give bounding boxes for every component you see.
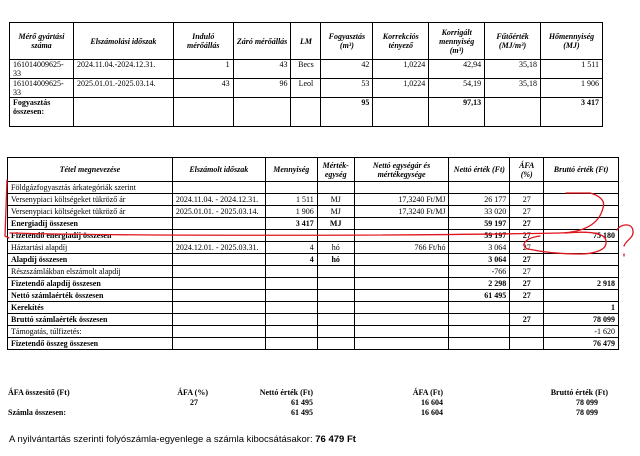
item-unit-price — [354, 290, 449, 302]
item-name: Fizetendő összeg összesen — [8, 338, 173, 350]
item-period: 2024.11.04. - 2024.12.31. — [172, 194, 265, 206]
meter-reading-table — [9, 22, 603, 127]
meter-row — [10, 79, 603, 98]
item-name: Energiadíj összesen — [8, 218, 173, 230]
meter-header: Induló mérőállás — [173, 23, 233, 60]
item-vat-rate: 27 — [510, 314, 544, 326]
meter-consumption: 42 — [321, 60, 373, 79]
item-unit-price — [354, 266, 449, 278]
item-gross — [544, 182, 619, 194]
item-vat-rate: 27 — [510, 278, 544, 290]
item-unit-price: 17,3240 Ft/MJ — [354, 194, 449, 206]
item-unit-price — [354, 230, 449, 242]
item-quantity — [265, 266, 317, 278]
meter-heat: 1 511 — [540, 60, 602, 79]
item-net: 61 495 — [449, 290, 510, 302]
item-name: Nettó számlaérték összesen — [8, 290, 173, 302]
meter-start: 1 — [173, 60, 233, 79]
item-quantity — [265, 290, 317, 302]
meter-total-row — [10, 98, 603, 127]
item-gross — [544, 218, 619, 230]
item-unit: hó — [317, 254, 354, 266]
meter-header: Mérő gyártási száma — [10, 23, 74, 60]
item-row — [8, 314, 619, 326]
items-header: Mérték-egység — [317, 158, 354, 182]
item-vat-rate: 27 — [510, 230, 544, 242]
item-unit-price — [354, 182, 449, 194]
vat-total-vat: 16 604 — [421, 408, 443, 417]
item-net: 26 177 — [449, 194, 510, 206]
item-unit-price — [354, 254, 449, 266]
item-unit-price: 17,3240 Ft/MJ — [354, 206, 449, 218]
item-vat-rate: 27 — [510, 194, 544, 206]
item-vat-rate: 27 — [510, 290, 544, 302]
item-unit-price — [354, 338, 449, 350]
invoice-items-table — [7, 157, 619, 350]
item-unit-price: 766 Ft/hó — [354, 242, 449, 254]
meter-corrected: 42,94 — [429, 60, 485, 79]
item-vat-rate — [510, 302, 544, 314]
item-gross — [544, 290, 619, 302]
vat-total-gross: 78 099 — [576, 408, 598, 417]
item-gross: 75 180 — [544, 230, 619, 242]
item-row — [8, 290, 619, 302]
item-net: 3 064 — [449, 254, 510, 266]
item-quantity: 1 511 — [265, 194, 317, 206]
item-unit-price — [354, 302, 449, 314]
item-quantity: 4 — [265, 242, 317, 254]
meter-header: Elszámolási időszak — [73, 23, 173, 60]
meter-header: Hőmennyiség (MJ) — [540, 23, 602, 60]
item-quantity: 1 906 — [265, 206, 317, 218]
item-unit: MJ — [317, 194, 354, 206]
vat-col-net: Nettó érték (Ft) — [259, 388, 313, 397]
meter-header: Fűtőérték (MJ/m³) — [485, 23, 541, 60]
item-unit — [317, 278, 354, 290]
item-gross: 78 099 — [544, 314, 619, 326]
item-unit: MJ — [317, 206, 354, 218]
item-unit — [317, 326, 354, 338]
item-gross — [544, 194, 619, 206]
item-unit — [317, 266, 354, 278]
meter-calorific: 35,18 — [485, 60, 541, 79]
items-header: Nettó érték (Ft) — [449, 158, 510, 182]
item-quantity — [265, 182, 317, 194]
meter-consumption: 53 — [321, 79, 373, 98]
vat-col-rate: ÁFA (%) — [177, 388, 208, 397]
meter-period: 2024.11.04.-2024.12.31. — [73, 60, 173, 79]
item-period — [172, 218, 265, 230]
item-gross — [544, 242, 619, 254]
vat-row — [8, 398, 608, 408]
item-quantity: 4 — [265, 254, 317, 266]
meter-total-corrected: 97,13 — [429, 98, 485, 127]
meter-header: Fogyasztás (m³) — [321, 23, 373, 60]
item-unit — [317, 302, 354, 314]
question-mark — [617, 225, 633, 246]
meter-start: 43 — [173, 79, 233, 98]
footer-text: A nyilvántartás szerinti folyószámla-egyenlege a számla kibocsátásakor: — [9, 434, 313, 445]
vat-header-row — [8, 388, 608, 398]
item-net: -766 — [449, 266, 510, 278]
meter-lm: Becs — [291, 60, 321, 79]
item-name: Fizetendő alapdíj összesen — [8, 278, 173, 290]
item-vat-rate — [510, 182, 544, 194]
item-row — [8, 254, 619, 266]
item-row — [8, 194, 619, 206]
item-quantity — [265, 338, 317, 350]
item-unit-price — [354, 326, 449, 338]
item-row — [8, 278, 619, 290]
item-period — [172, 314, 265, 326]
item-name: Földgázfogyasztás árkategóriák szerint — [8, 182, 173, 194]
meter-total-label: Fogyasztás összesen: — [10, 98, 74, 127]
item-quantity — [265, 326, 317, 338]
vat-total-net: 61 495 — [291, 408, 313, 417]
vat-net: 61 495 — [291, 398, 313, 407]
items-header: Tétel megnevezése — [8, 158, 173, 182]
item-period — [172, 290, 265, 302]
meter-correction: 1,0224 — [373, 79, 429, 98]
item-gross: 2 918 — [544, 278, 619, 290]
item-gross: -1 620 — [544, 326, 619, 338]
item-net: 2 298 — [449, 278, 510, 290]
item-row — [8, 242, 619, 254]
item-vat-rate: 27 — [510, 254, 544, 266]
item-gross: 1 — [544, 302, 619, 314]
meter-period: 2025.01.01.-2025.03.14. — [73, 79, 173, 98]
item-row — [8, 326, 619, 338]
item-unit: MJ — [317, 218, 354, 230]
item-period — [172, 302, 265, 314]
item-unit-price — [354, 314, 449, 326]
item-net — [449, 314, 510, 326]
balance-footer — [9, 434, 356, 445]
item-row — [8, 182, 619, 194]
meter-end: 96 — [233, 79, 291, 98]
item-quantity: 3 417 — [265, 218, 317, 230]
item-unit — [317, 182, 354, 194]
meter-lm: Leol — [291, 79, 321, 98]
meter-row — [10, 60, 603, 79]
item-quantity — [265, 302, 317, 314]
item-name: Versenypiaci költségeket tükröző ár — [8, 194, 173, 206]
item-period — [172, 266, 265, 278]
item-name: Kerekítés — [8, 302, 173, 314]
item-period: 2024.12.01. - 2025.03.31. — [172, 242, 265, 254]
item-name: Támogatás, túlfizetés: — [8, 326, 173, 338]
item-net — [449, 302, 510, 314]
item-net: 59 197 — [449, 218, 510, 230]
item-period — [172, 338, 265, 350]
items-header-row — [8, 158, 619, 182]
item-quantity — [265, 230, 317, 242]
item-name: Fizetendő energiadíj összesen — [8, 230, 173, 242]
item-quantity — [265, 278, 317, 290]
vat-col-vat: ÁFA (Ft) — [412, 388, 443, 397]
item-name: Bruttó számlaérték összesen — [8, 314, 173, 326]
cut-off-top-text — [6, 0, 634, 4]
item-net: 3 064 — [449, 242, 510, 254]
item-row — [8, 302, 619, 314]
item-name: Versenypiaci költségeket tükröző ár — [8, 206, 173, 218]
meter-serial: 161014009625-33 — [10, 60, 74, 79]
vat-summary-table — [8, 388, 608, 418]
meter-header-row — [10, 23, 603, 60]
vat-title: ÁFA összesítő (Ft) — [8, 388, 70, 397]
vat-total-label: Számla összesen: — [8, 408, 66, 417]
item-net: 33 020 — [449, 206, 510, 218]
item-row — [8, 218, 619, 230]
item-name: Részszámlákban elszámolt alapdíj — [8, 266, 173, 278]
vat-vat: 16 604 — [421, 398, 443, 407]
vat-gross: 78 099 — [576, 398, 598, 407]
item-gross — [544, 266, 619, 278]
item-net — [449, 326, 510, 338]
vat-col-gross: Bruttó érték (Ft) — [550, 388, 608, 397]
item-quantity — [265, 314, 317, 326]
item-row — [8, 266, 619, 278]
item-row — [8, 338, 619, 350]
meter-end: 43 — [233, 60, 291, 79]
meter-header: Korrekciós tényező — [373, 23, 429, 60]
meter-serial: 161014009625-33 — [10, 79, 74, 98]
meter-header: Korrigált mennyiség (m³) — [429, 23, 485, 60]
meter-header: Záró mérőállás — [233, 23, 291, 60]
item-row — [8, 230, 619, 242]
item-period — [172, 254, 265, 266]
item-row — [8, 206, 619, 218]
item-vat-rate: 27 — [510, 266, 544, 278]
item-name: Alapdíj összesen — [8, 254, 173, 266]
item-net — [449, 182, 510, 194]
item-period — [172, 326, 265, 338]
meter-correction: 1,0224 — [373, 60, 429, 79]
items-header: Bruttó érték (Ft) — [544, 158, 619, 182]
item-name: Háztartási alapdíj — [8, 242, 173, 254]
item-vat-rate: 27 — [510, 242, 544, 254]
item-unit-price — [354, 278, 449, 290]
items-header: Mennyiség — [265, 158, 317, 182]
items-header: Nettó egységár és mértékegysége — [354, 158, 449, 182]
item-gross — [544, 254, 619, 266]
item-vat-rate — [510, 338, 544, 350]
item-gross — [544, 206, 619, 218]
vat-total-row — [8, 408, 608, 418]
item-vat-rate — [510, 326, 544, 338]
item-period: 2025.01.01. - 2025.03.14. — [172, 206, 265, 218]
item-net — [449, 338, 510, 350]
item-vat-rate: 27 — [510, 206, 544, 218]
items-header: ÁFA (%) — [510, 158, 544, 182]
item-unit — [317, 290, 354, 302]
meter-header: LM — [291, 23, 321, 60]
footer-amount: 76 479 Ft — [315, 434, 356, 445]
vat-rate: 27 — [190, 398, 198, 407]
item-period — [172, 230, 265, 242]
item-unit — [317, 338, 354, 350]
item-period — [172, 182, 265, 194]
item-gross: 76 479 — [544, 338, 619, 350]
item-vat-rate: 27 — [510, 218, 544, 230]
item-unit: hó — [317, 242, 354, 254]
item-unit — [317, 230, 354, 242]
item-unit-price — [354, 218, 449, 230]
meter-total-consumption: 95 — [321, 98, 373, 127]
meter-calorific: 35,18 — [485, 79, 541, 98]
item-unit — [317, 314, 354, 326]
meter-heat: 1 906 — [540, 79, 602, 98]
item-period — [172, 278, 265, 290]
items-header: Elszámolt időszak — [172, 158, 265, 182]
meter-corrected: 54,19 — [429, 79, 485, 98]
item-net: 59 197 — [449, 230, 510, 242]
meter-total-heat: 3 417 — [540, 98, 602, 127]
